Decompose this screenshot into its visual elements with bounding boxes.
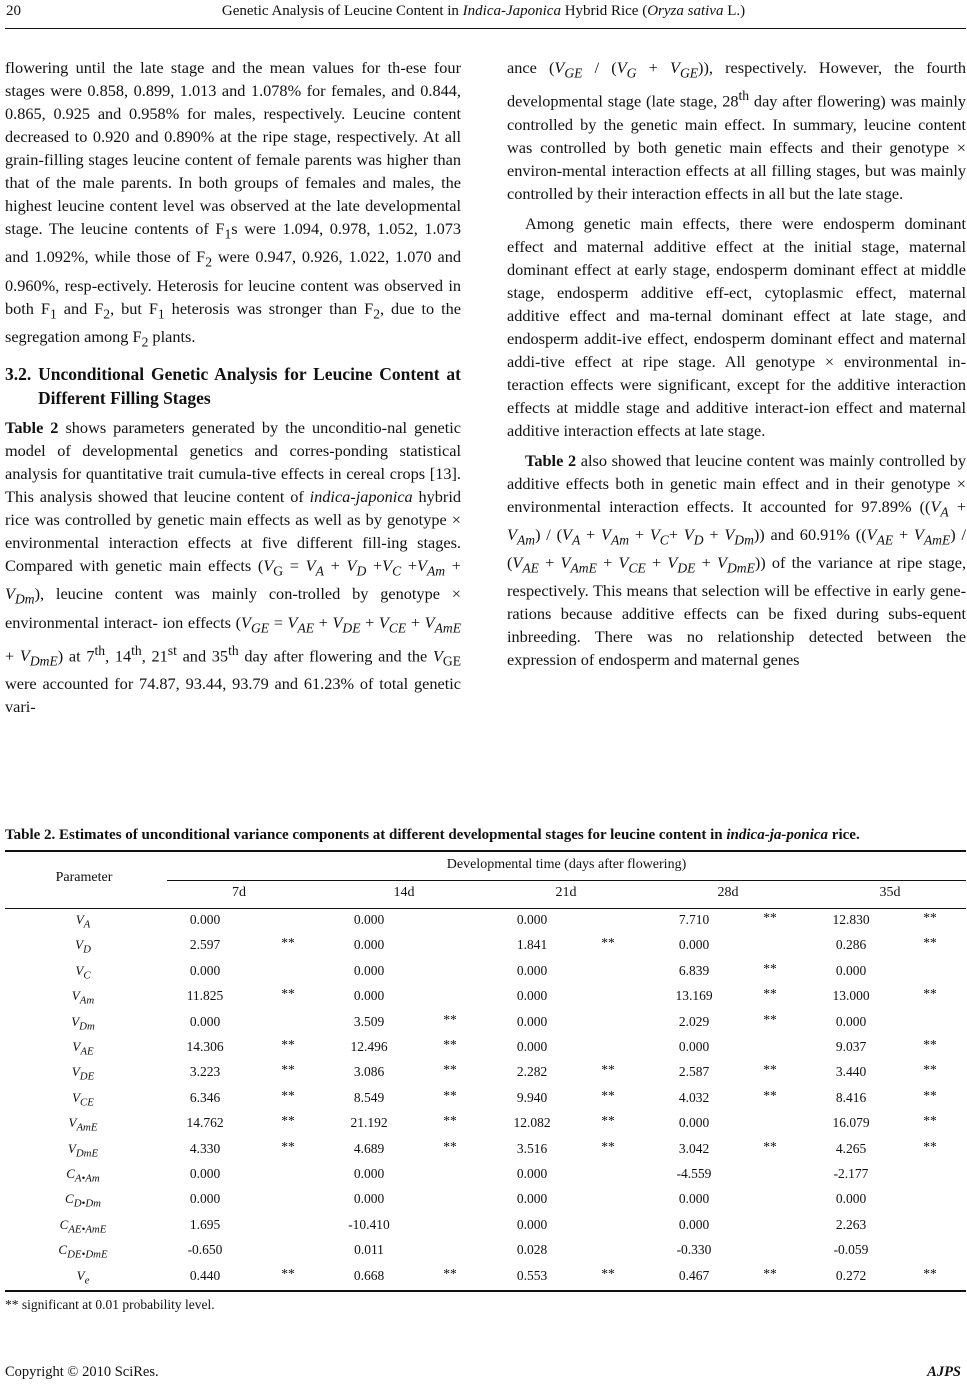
value-cell: 0.286 [835,937,867,953]
significance-mark: ** [601,1265,615,1281]
value-cell: 1.841 [516,937,548,953]
value-cell: 2.282 [516,1064,548,1080]
significance-mark: ** [763,960,777,976]
significance-mark: ** [601,1062,615,1078]
value-cell: 9.940 [516,1089,548,1105]
value-cell: 0.467 [678,1267,710,1283]
significance-mark: ** [281,1265,295,1281]
value-cell: 3.440 [835,1064,867,1080]
value-cell: -10.410 [348,1216,390,1232]
group-header: Developmental time (days after flowering) [446,857,687,872]
significance-mark: ** [763,1265,777,1281]
value-cell: -2.177 [833,1166,869,1181]
value-cell: 12.082 [513,1115,551,1131]
value-cell: 1.695 [189,1216,221,1232]
stage-header-7d: 7d [232,885,246,900]
significance-mark: ** [763,910,777,925]
significance-mark: ** [443,1087,457,1103]
value-cell: 2.597 [189,937,221,953]
significance-mark: ** [923,935,937,951]
param-cell: $V_C$ [75,962,91,982]
body-paragraph: ance $(V_{GE} / (V_G + V_{GE}))$, respectively. However, the fourth developmental stage (late stage, 28th day after flowering) was mainly controlled by the genetic main effect. In summary, leucine content was controlled by both genetic main effects and their genotype × environ-mental interaction effects at all filling stages, but was mainly controlled by their interaction effects in all but the late stage. [507,58,967,203]
value-cell: 0.553 [516,1267,548,1283]
significance-mark: ** [923,1037,937,1052]
value-cell: 8.549 [353,1089,385,1105]
table-top-rule [5,850,966,852]
body-paragraph: Among genetic main effects, there were endosperm dominant effect and maternal additive effect at the initial stage, maternal dominant effect at early stage, endosperm dominant effect at middle stage, endosperm additive eff-ect, cytoplasmic effect, maternal additive effect and ma-ternal dominant effect at late stage, and endosperm addit-ive effect, endosperm dominant effect and maternal addi-tive effect at ripe stage. All genotype × environmental in-teraction effects were significant, except for the additive interaction effects at middle stage and additive interact-ion effect and maternal additive interaction effects at late stage. [507,213,966,440]
section-heading: 3.2. Unconditional Genetic Analysis for Leucine Content at Different Filling Stages [5,364,461,408]
significance-mark: ** [281,1087,295,1103]
value-cell: 3.086 [353,1064,385,1080]
param-cell: $V_{DmE}$ [67,1140,99,1160]
value-cell: 6.346 [189,1089,221,1105]
value-cell: 0.000 [353,988,385,1004]
significance-mark: ** [763,1062,777,1078]
running-title: Genetic Analysis of Leucine Content in Indica-Japonica Hybrid Rice (Oryza sativa L.) [221,3,746,19]
value-cell: 0.000 [189,912,221,927]
value-cell: 4.265 [835,1140,867,1156]
significance-mark: ** [763,1087,777,1103]
value-cell: 6.839 [678,962,710,978]
significance-mark: ** [923,1265,937,1281]
group-header-rule [167,880,966,881]
stage-header-35d: 35d [879,885,901,900]
significance-mark: ** [443,1037,457,1052]
value-cell: 7.710 [678,912,710,927]
significance-mark: ** [443,1138,457,1154]
significance-mark: ** [281,1037,295,1052]
value-cell: 0.000 [835,1013,867,1029]
value-cell: 0.000 [516,962,548,978]
value-cell: 16.079 [832,1115,870,1131]
param-cell: $V_D$ [75,937,91,956]
value-cell: 14.306 [186,1039,224,1054]
significance-mark: ** [923,1087,937,1103]
value-cell: 2.587 [678,1064,710,1080]
significance-mark: ** [281,1138,295,1154]
value-cell: 0.011 [354,1242,384,1258]
significance-mark: ** [281,1062,295,1078]
value-cell: 3.223 [189,1064,221,1080]
value-cell: 21.192 [350,1115,388,1131]
stage-header-14d: 14d [393,885,415,900]
value-cell: 2.263 [835,1216,867,1232]
param-cell: $V_e$ [76,1267,90,1287]
value-cell: 3.509 [353,1013,385,1029]
stage-header-28d: 28d [717,885,739,900]
param-cell: $V_{DE}$ [71,1064,95,1083]
page-header [0,0,967,26]
significance-mark: ** [763,986,777,1002]
value-cell: 0.000 [353,1191,385,1207]
stage-header-21d: 21d [555,885,577,900]
significance-mark: ** [923,910,937,925]
value-cell: 12.496 [350,1039,388,1054]
value-cell: -0.650 [187,1242,223,1258]
value-cell: 0.000 [678,1191,710,1207]
value-cell: 4.689 [353,1140,385,1156]
value-cell: 0.272 [835,1267,867,1283]
value-cell: 0.000 [516,912,548,927]
left-column [5,56,461,718]
value-cell: 13.169 [675,988,713,1004]
value-cell: 0.668 [353,1267,385,1283]
value-cell: 4.330 [189,1140,221,1156]
table-bottom-rule [5,1290,966,1292]
value-cell: 0.000 [516,988,548,1004]
variance-table [5,909,966,1289]
value-cell: 12.830 [832,912,870,927]
value-cell: 0.000 [353,912,385,927]
value-cell: -0.059 [833,1242,869,1258]
significance-mark: ** [443,1011,457,1027]
significance-mark: ** [923,1138,937,1154]
value-cell: 13.000 [832,988,870,1004]
header-rule [5,28,966,29]
param-cell: $V_{AE}$ [72,1039,94,1058]
page-number: 20 [6,3,21,19]
value-cell: 2.029 [678,1013,710,1029]
value-cell: 3.042 [678,1140,710,1156]
significance-mark: ** [601,935,615,951]
value-cell: 0.440 [189,1267,221,1283]
value-cell: 0.000 [516,1191,548,1207]
value-cell: 0.028 [516,1242,548,1258]
value-cell: 0.000 [353,962,385,978]
param-cell: $V_{Dm}$ [71,1013,95,1033]
table-caption: Table 2. Estimates of unconditional variance components at different developmental stages for leucine content in indica-ja-ponica rice. [5,827,860,843]
param-cell: $C_{DE•DmE}$ [58,1242,108,1261]
value-cell: 0.000 [189,1013,221,1029]
value-cell: 0.000 [353,937,385,953]
significance-mark: ** [443,1062,457,1078]
significance-mark: ** [763,1011,777,1027]
significance-mark: ** [923,1113,937,1129]
value-cell: 0.000 [516,1013,548,1029]
value-cell: 0.000 [678,1216,710,1232]
body-paragraph: flowering until the late stage and the mean values for th-ese four stages were 0.858, 0.899, 1.013 and 1.078% for females, and 0.844, 0.865, 0.925 and 0.958% for males, respectively. Leucine content decreased to 0.920 and 0.890% at the ripe stage, respectively. At all grain-filling stages leucine content of female parents was higher than that of the male parents. In both groups of females and males, the highest leucine content level was observed at the late developmental stage. The leucine contents of $F_1s$ were 1.094, 0.978, 1.052, 1.073 and 1.092%, while those of $F_2$ were 0.947, 0.926, 1.022, 1.070 and 0.960%, resp-ectively. Heterosis for leucine content was observed in both $F_1$ and $F_2$, but $F_1$ heterosis was stronger than $F_2$, due to the segregation among $F_2$ plants. [5,58,462,349]
value-cell: 4.032 [678,1089,710,1105]
param-cell: $V_{Am}$ [71,988,95,1007]
copyright: Copyright © 2010 SciRes. [5,1364,159,1380]
value-cell: -4.559 [676,1166,712,1181]
body-paragraph: Table 2 shows parameters generated by the unconditio-nal genetic model of developmental genetics and corres-ponding statistical analysis for quantitative trait cumula-tive effects in cereal crops [13]. This analysis showed that leucine content of indica-japonica hybrid rice was controlled by genetic main effects as well as by genotype × environmental interaction effects at five different fill-ing stages. Compared with genetic main effects $(V_G = V_A + V_D +V_C +V_{Am} + V_{Dm})$, leucine content was mainly con-trolled by genotype × environmental interact- ion effects $(V_{GE} = V_{AE} + V_{DE} + V_{CE} + V_{AmE} + V_{DmE})$ at 7th, 14th, 21st and 35th day after flowering and the $V_{GE}$ were accounted for 74.87, 93.44, 93.79 and 61.23% of total genetic vari- [5,418,462,717]
significance-mark: ** [923,986,937,1002]
value-cell: 0.000 [678,1039,710,1054]
value-cell: 0.000 [835,962,867,978]
value-cell: 9.037 [835,1039,867,1054]
param-cell: $C_{D•Dm}$ [65,1191,101,1210]
param-cell: $V_{AmE}$ [68,1115,98,1134]
value-cell: 0.000 [678,937,710,953]
value-cell: 0.000 [189,1166,221,1181]
param-cell: $C_{AE•AmE}$ [59,1216,107,1236]
body-paragraph: Table 2 also showed that leucine content was mainly controlled by additive effects both in genetic main effect and in their genotype × environmental interaction effects. It accounted for 97.89% $((V_A + V_{Am}) / (V_A + V_{Am} + V_C+ V_D + V_{Dm}))$ and 60.91% $((V_{AE} + V_{AmE}) / (V_{AE} + V_{AmE} + V_{CE} + V_{DE} + V_{DmE}))$ of the variance at ripe stage, respectively. This means that selection will be effective in early gene-rations because additive effects can be fixed during subs-equent inbreeding. There was no relationship detected between the expression of endosperm and maternal genes [507,450,967,670]
right-column [507,56,966,671]
table-footnote: ** significant at 0.01 probability level. [5,1297,215,1312]
value-cell: 8.416 [835,1089,867,1105]
significance-mark: ** [443,1113,457,1129]
significance-mark: ** [763,1138,777,1154]
significance-mark: ** [281,1113,295,1129]
value-cell: -0.330 [676,1242,712,1258]
significance-mark: ** [601,1087,615,1103]
param-cell: $V_A$ [75,912,91,931]
value-cell: 3.516 [516,1140,548,1156]
value-cell: 14.762 [186,1115,224,1131]
significance-mark: ** [923,1062,937,1078]
param-cell: $C_{A•Am}$ [66,1166,100,1185]
value-cell: 0.000 [189,962,221,978]
param-cell: $V_{CE}$ [72,1089,94,1109]
stage-header-row [167,885,966,905]
journal-abbrev: AJPS [927,1364,961,1380]
value-cell: 0.000 [516,1216,548,1232]
significance-mark: ** [443,1265,457,1281]
significance-mark: ** [601,1113,615,1129]
value-cell: 0.000 [835,1191,867,1207]
value-cell: 0.000 [516,1039,548,1054]
value-cell: 11.825 [186,988,224,1004]
significance-mark: ** [281,935,295,951]
significance-mark: ** [601,1138,615,1154]
significance-mark: ** [281,986,295,1002]
value-cell: 0.000 [353,1166,385,1181]
value-cell: 0.000 [678,1115,710,1131]
value-cell: 0.000 [516,1166,548,1181]
param-header: Parameter [55,870,113,885]
value-cell: 0.000 [189,1191,221,1207]
